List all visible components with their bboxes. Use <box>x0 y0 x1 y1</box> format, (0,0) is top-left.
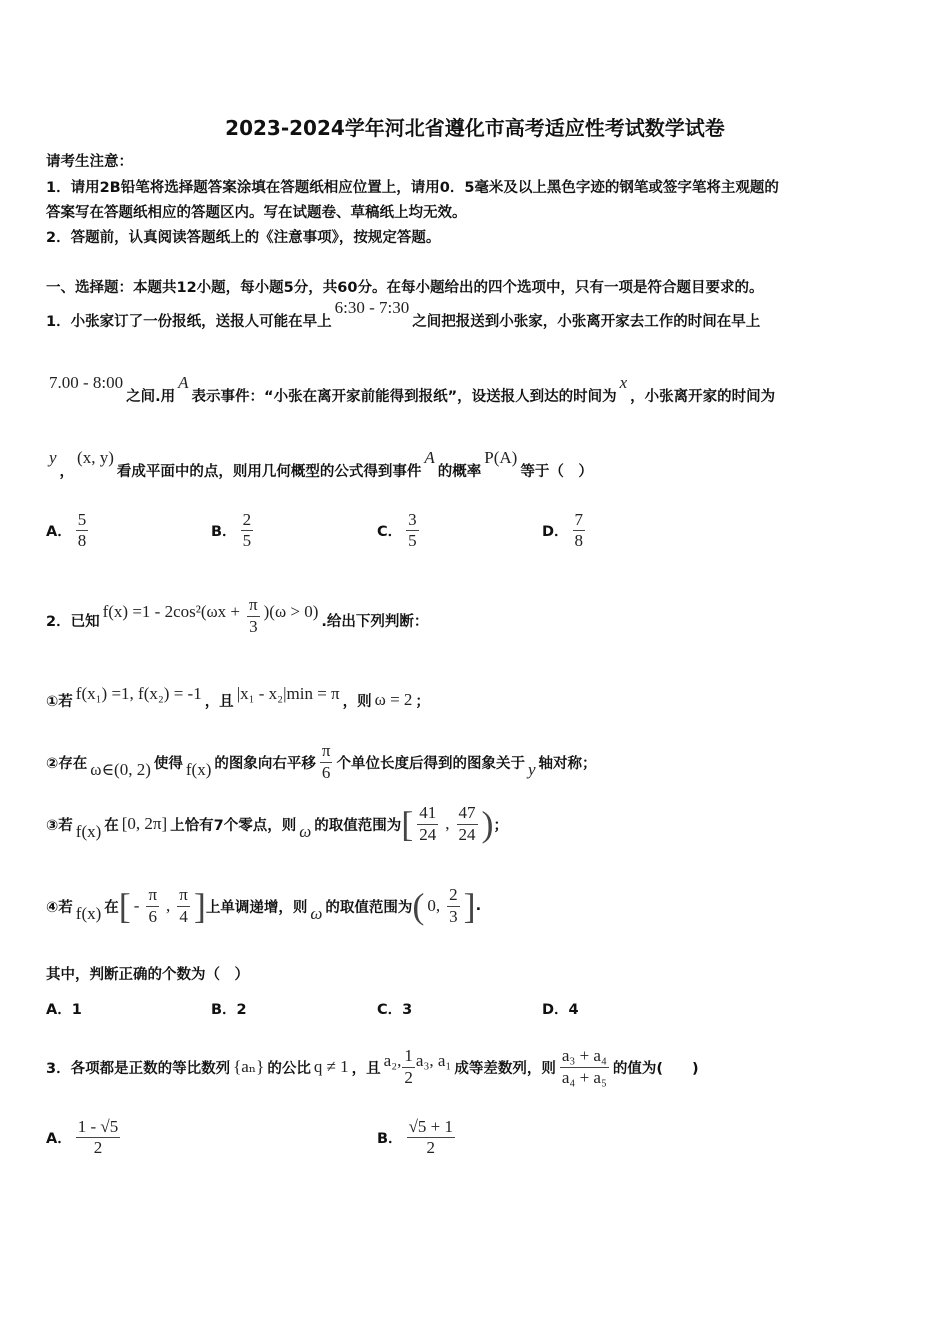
option-label: A． <box>46 1131 72 1148</box>
q3-stem <box>46 1040 699 1094</box>
q1-line-3 <box>46 448 593 485</box>
math-var: A <box>424 448 435 467</box>
math-time: 6:30 - 7:30 <box>334 298 410 317</box>
text: 的值为( ) <box>612 1060 699 1077</box>
text: 的图象向右平移 <box>214 755 316 772</box>
numerator: 3 <box>406 510 419 531</box>
option-label: B． <box>211 524 237 541</box>
text: 上单调递增，则 <box>205 899 308 916</box>
math: q ≠ 1 <box>313 1057 349 1076</box>
math: |x₁ - x₂|min = π <box>236 684 340 703</box>
q1-option-c[interactable] <box>377 510 423 552</box>
numerator: a₃ + a₄ <box>560 1046 609 1067</box>
math-interval: [0, 2π] <box>121 814 168 833</box>
page-title: 2023-2024学年河北省遵化市高考适应性考试数学试卷 <box>225 116 725 140</box>
denominator: 24 <box>419 824 437 844</box>
q1-option-b[interactable] <box>211 510 257 552</box>
text: .给出下列判断： <box>321 613 429 630</box>
math: f(x₁) =1, f(x₂) = -1 <box>75 684 202 703</box>
text: ，则 <box>342 693 372 710</box>
q3-option-a[interactable] <box>46 1117 124 1159</box>
q3-option-b[interactable] <box>377 1117 459 1159</box>
option-label: D． <box>542 524 569 541</box>
notice-heading: 请考生注意： <box>46 154 133 170</box>
text: 之间把报送到小张家，小张离开家去工作的时间在早上 <box>412 313 761 330</box>
q2-statement-2 <box>46 740 597 784</box>
text: 的公比 <box>267 1060 311 1077</box>
denominator: 24 <box>458 824 476 844</box>
text: ，且 <box>204 693 234 710</box>
option-label: B． <box>377 1131 403 1148</box>
text: 上恰有7个零点，则 <box>170 817 297 834</box>
text: 使得 <box>153 755 183 772</box>
math-time: 7.00 - 8:00 <box>49 373 124 392</box>
denominator: 5 <box>408 531 417 551</box>
text: . <box>475 898 482 914</box>
math: 0, <box>427 896 441 915</box>
denominator: 4 <box>179 906 188 926</box>
denominator: 2 <box>93 1138 103 1158</box>
denominator: 8 <box>574 531 584 551</box>
option-label: A． <box>46 524 72 541</box>
notice-line-1: 1．请用2B铅笔将选择题答案涂填在答题纸相应位置上，请用0．5毫米及以上黑色字迹的钢笔或签字笔将主观题的 <box>46 180 779 196</box>
text: ； <box>415 693 430 710</box>
text: 在 <box>104 817 119 834</box>
math: f(x) <box>75 822 102 841</box>
text: 轴对称； <box>538 755 597 772</box>
math: ω∈(0, 2) <box>90 760 151 779</box>
math-var: x <box>619 373 628 392</box>
numerator: 5 <box>76 510 89 531</box>
denominator: 5 <box>242 531 252 551</box>
numerator: π <box>177 885 190 906</box>
math-condition: )(ω > 0) <box>263 602 319 621</box>
denominator: 2 <box>404 1067 413 1087</box>
option-label: C． <box>377 524 403 541</box>
numerator: 7 <box>573 510 586 531</box>
q1-option-a[interactable] <box>46 510 92 552</box>
text: 的取值范围为 <box>325 899 413 916</box>
section-heading: 一、选择题：本题共12小题，每小题5分，共60分。在每小题给出的四个选项中，只有一项是符合题目要求的。 <box>46 280 764 296</box>
denominator: 6 <box>148 906 157 926</box>
text: 的概率 <box>437 463 482 480</box>
text: 在 <box>104 899 119 916</box>
q2-question: 其中，判断正确的个数为（ ） <box>46 967 249 983</box>
text: 之间.用 <box>126 388 176 405</box>
text: 看成平面中的点，则用几何概型的公式得到事件 <box>116 463 422 480</box>
numerator: 2 <box>241 510 254 531</box>
numerator: 47 <box>457 803 478 824</box>
numerator: 2 <box>447 885 460 906</box>
q2-statement-1 <box>46 685 430 715</box>
notice-line-3: 2．答题前，认真阅读答题纸上的《注意事项》，按规定答题。 <box>46 230 441 246</box>
q1-line-2 <box>46 373 776 410</box>
text: 3．各项都是正数的等比数列 <box>46 1060 231 1077</box>
numerator: 1 <box>402 1046 415 1067</box>
text: ， <box>59 463 75 480</box>
numerator: √5 + 1 <box>407 1117 455 1138</box>
q2-option-c[interactable]: C．3 <box>377 1002 413 1018</box>
text: ； <box>493 817 509 834</box>
q1-line-1 <box>46 298 761 335</box>
math: a₂, <box>383 1051 402 1070</box>
math-var: y <box>49 448 57 467</box>
math-function: f(x) =1 - 2cos²(ωx + <box>102 602 241 621</box>
numerator: π <box>320 741 333 762</box>
text: ，小张离开家的时间为 <box>630 388 776 405</box>
math: a₃, a₁ <box>415 1051 452 1070</box>
denominator: 3 <box>249 616 258 636</box>
numerator: 41 <box>417 803 438 824</box>
denominator: 2 <box>426 1138 436 1158</box>
math: ω = 2 <box>374 690 413 709</box>
math-point: (x, y) <box>77 448 114 467</box>
math-var: A <box>178 373 189 392</box>
text: ，且 <box>351 1060 381 1077</box>
q2-option-a[interactable]: A．1 <box>46 1002 82 1018</box>
denominator: 3 <box>449 906 458 926</box>
math-prob: P(A) <box>484 448 518 467</box>
numerator: π <box>247 595 260 616</box>
denominator: 6 <box>321 762 331 782</box>
text: 等于（ ） <box>520 463 593 480</box>
q2-option-b[interactable]: B．2 <box>211 1002 247 1018</box>
text: 1．小张家订了一份报纸，送报人可能在早上 <box>46 313 332 330</box>
text: ③若 <box>46 817 73 834</box>
notice-line-2: 答案写在答题纸相应的答题区内。写在试题卷、草稿纸上均无效。 <box>46 205 467 221</box>
text: 的取值范围为 <box>314 817 402 834</box>
math-sequence: {aₙ} <box>233 1057 265 1076</box>
math-var: y <box>527 760 536 779</box>
math: f(x) <box>75 904 102 923</box>
text: ④若 <box>46 899 73 916</box>
numerator: π <box>146 885 159 906</box>
math-var: ω <box>310 904 323 923</box>
text: 表示事件：“小张在离开家前能得到报纸”，设送报人到达的时间为 <box>191 388 617 405</box>
q2-stem <box>46 597 428 643</box>
numerator: 1 - √5 <box>76 1117 121 1138</box>
text: ②存在 <box>46 755 88 772</box>
denominator: 8 <box>77 531 87 551</box>
math: f(x) <box>185 760 212 779</box>
denominator: a₄ + a₅ <box>561 1067 607 1087</box>
math-var: ω <box>299 822 312 841</box>
text: ①若 <box>46 693 73 710</box>
q2-statement-4: ④若 f(x) 在 [ - $\frac{\pi}{6}$ , $\frac{\pi}{4}$ ] 上单调递增，则 ω 的取值范围为 ( 0, $\frac{2}{3}$ ] . <box>46 885 482 926</box>
q2-statement-3: ③若 f(x) 在 [0, 2π] 上恰有7个零点，则 ω 的取值范围为 [ $\frac{41}{24}$ , $\frac{47}{24}$ ) ； <box>46 803 509 844</box>
q1-option-d[interactable] <box>542 510 589 552</box>
text: 成等差数列，则 <box>454 1060 556 1077</box>
text: 2．已知 <box>46 613 100 630</box>
q2-option-d[interactable]: D．4 <box>542 1002 579 1018</box>
text: 个单位长度后得到的图象关于 <box>336 755 525 772</box>
